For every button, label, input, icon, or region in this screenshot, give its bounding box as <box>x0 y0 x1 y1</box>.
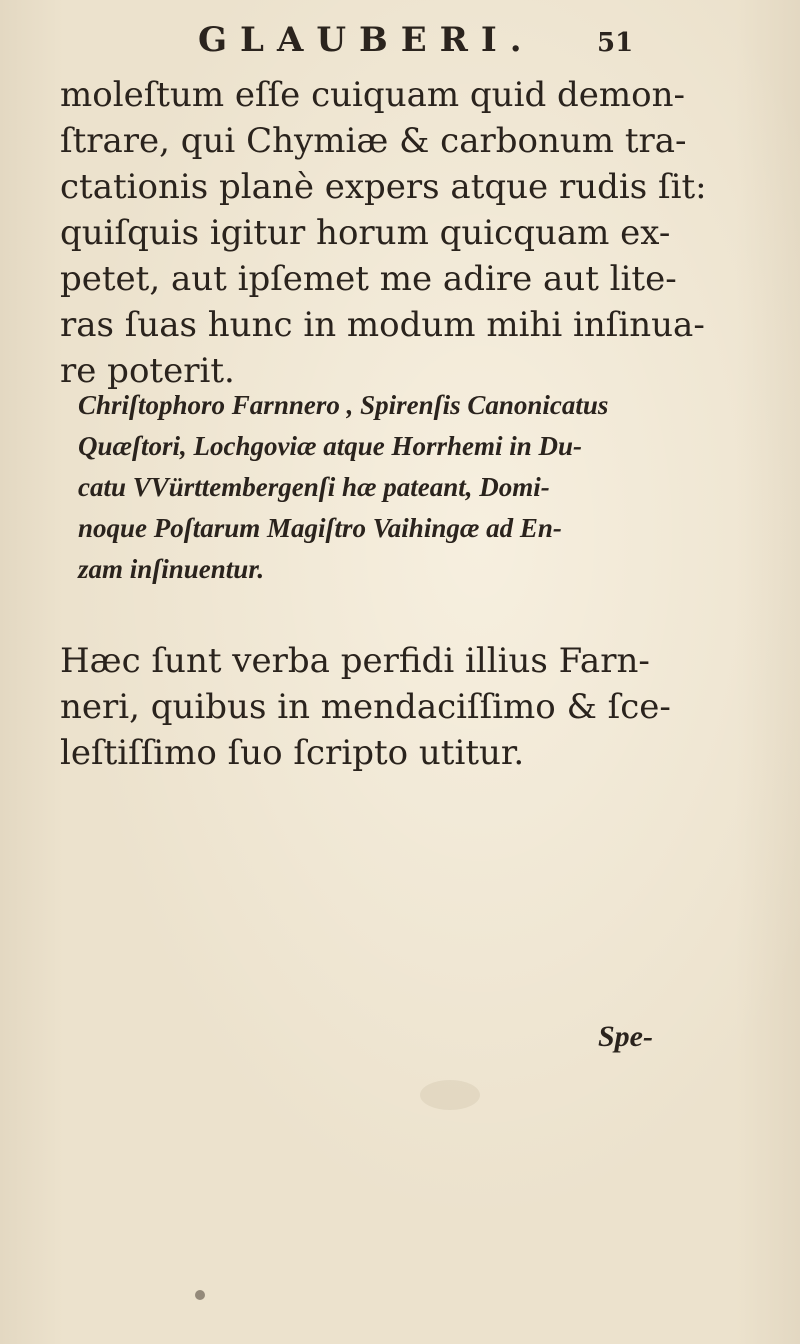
text-line: leſtiſſimo ſuo ſcripto utitur. <box>60 733 525 773</box>
paper-stain <box>195 1290 205 1300</box>
quote-line: noque Poſtarum Magiſtro Vaihingæ ad En- <box>78 513 562 543</box>
quote-line: Chriſtophoro Farnnero , Spirenſis Canonicatus <box>78 390 609 420</box>
address-quotation <box>78 385 758 590</box>
text-line: petet, aut ipſemet me adire aut lite- <box>60 259 677 299</box>
text-line: neri, quibus in mendaciſſimo & ſce- <box>60 687 671 727</box>
quote-line: zam inſinuentur. <box>78 554 265 584</box>
text-line: quiſquis igitur horum quicquam ex- <box>60 213 671 253</box>
quote-line: catu VVürttembergenſi hæ pateant, Domi- <box>78 472 550 502</box>
paragraph-1 <box>60 72 760 394</box>
paper-stain <box>420 1080 480 1110</box>
catchword: Spe- <box>598 1020 653 1053</box>
text-line: Hæc ſunt verba perfidi illius Farn- <box>60 641 650 681</box>
running-head: GLAUBERI. <box>198 20 535 60</box>
page-number: 51 <box>597 28 634 58</box>
text-line: moleſtum eſſe cuiquam quid demon- <box>60 75 685 115</box>
quote-line: Quæſtori, Lochgoviæ atque Horrhemi in Du- <box>78 431 583 461</box>
text-line: re poterit. <box>60 351 235 391</box>
text-line: ctationis planè expers atque rudis ſit: <box>60 167 707 207</box>
paragraph-2 <box>60 638 760 776</box>
text-line: ras ſuas hunc in modum mihi inſinua- <box>60 305 705 345</box>
text-line: ſtrare, qui Chymiæ & carbonum tra- <box>60 121 687 161</box>
